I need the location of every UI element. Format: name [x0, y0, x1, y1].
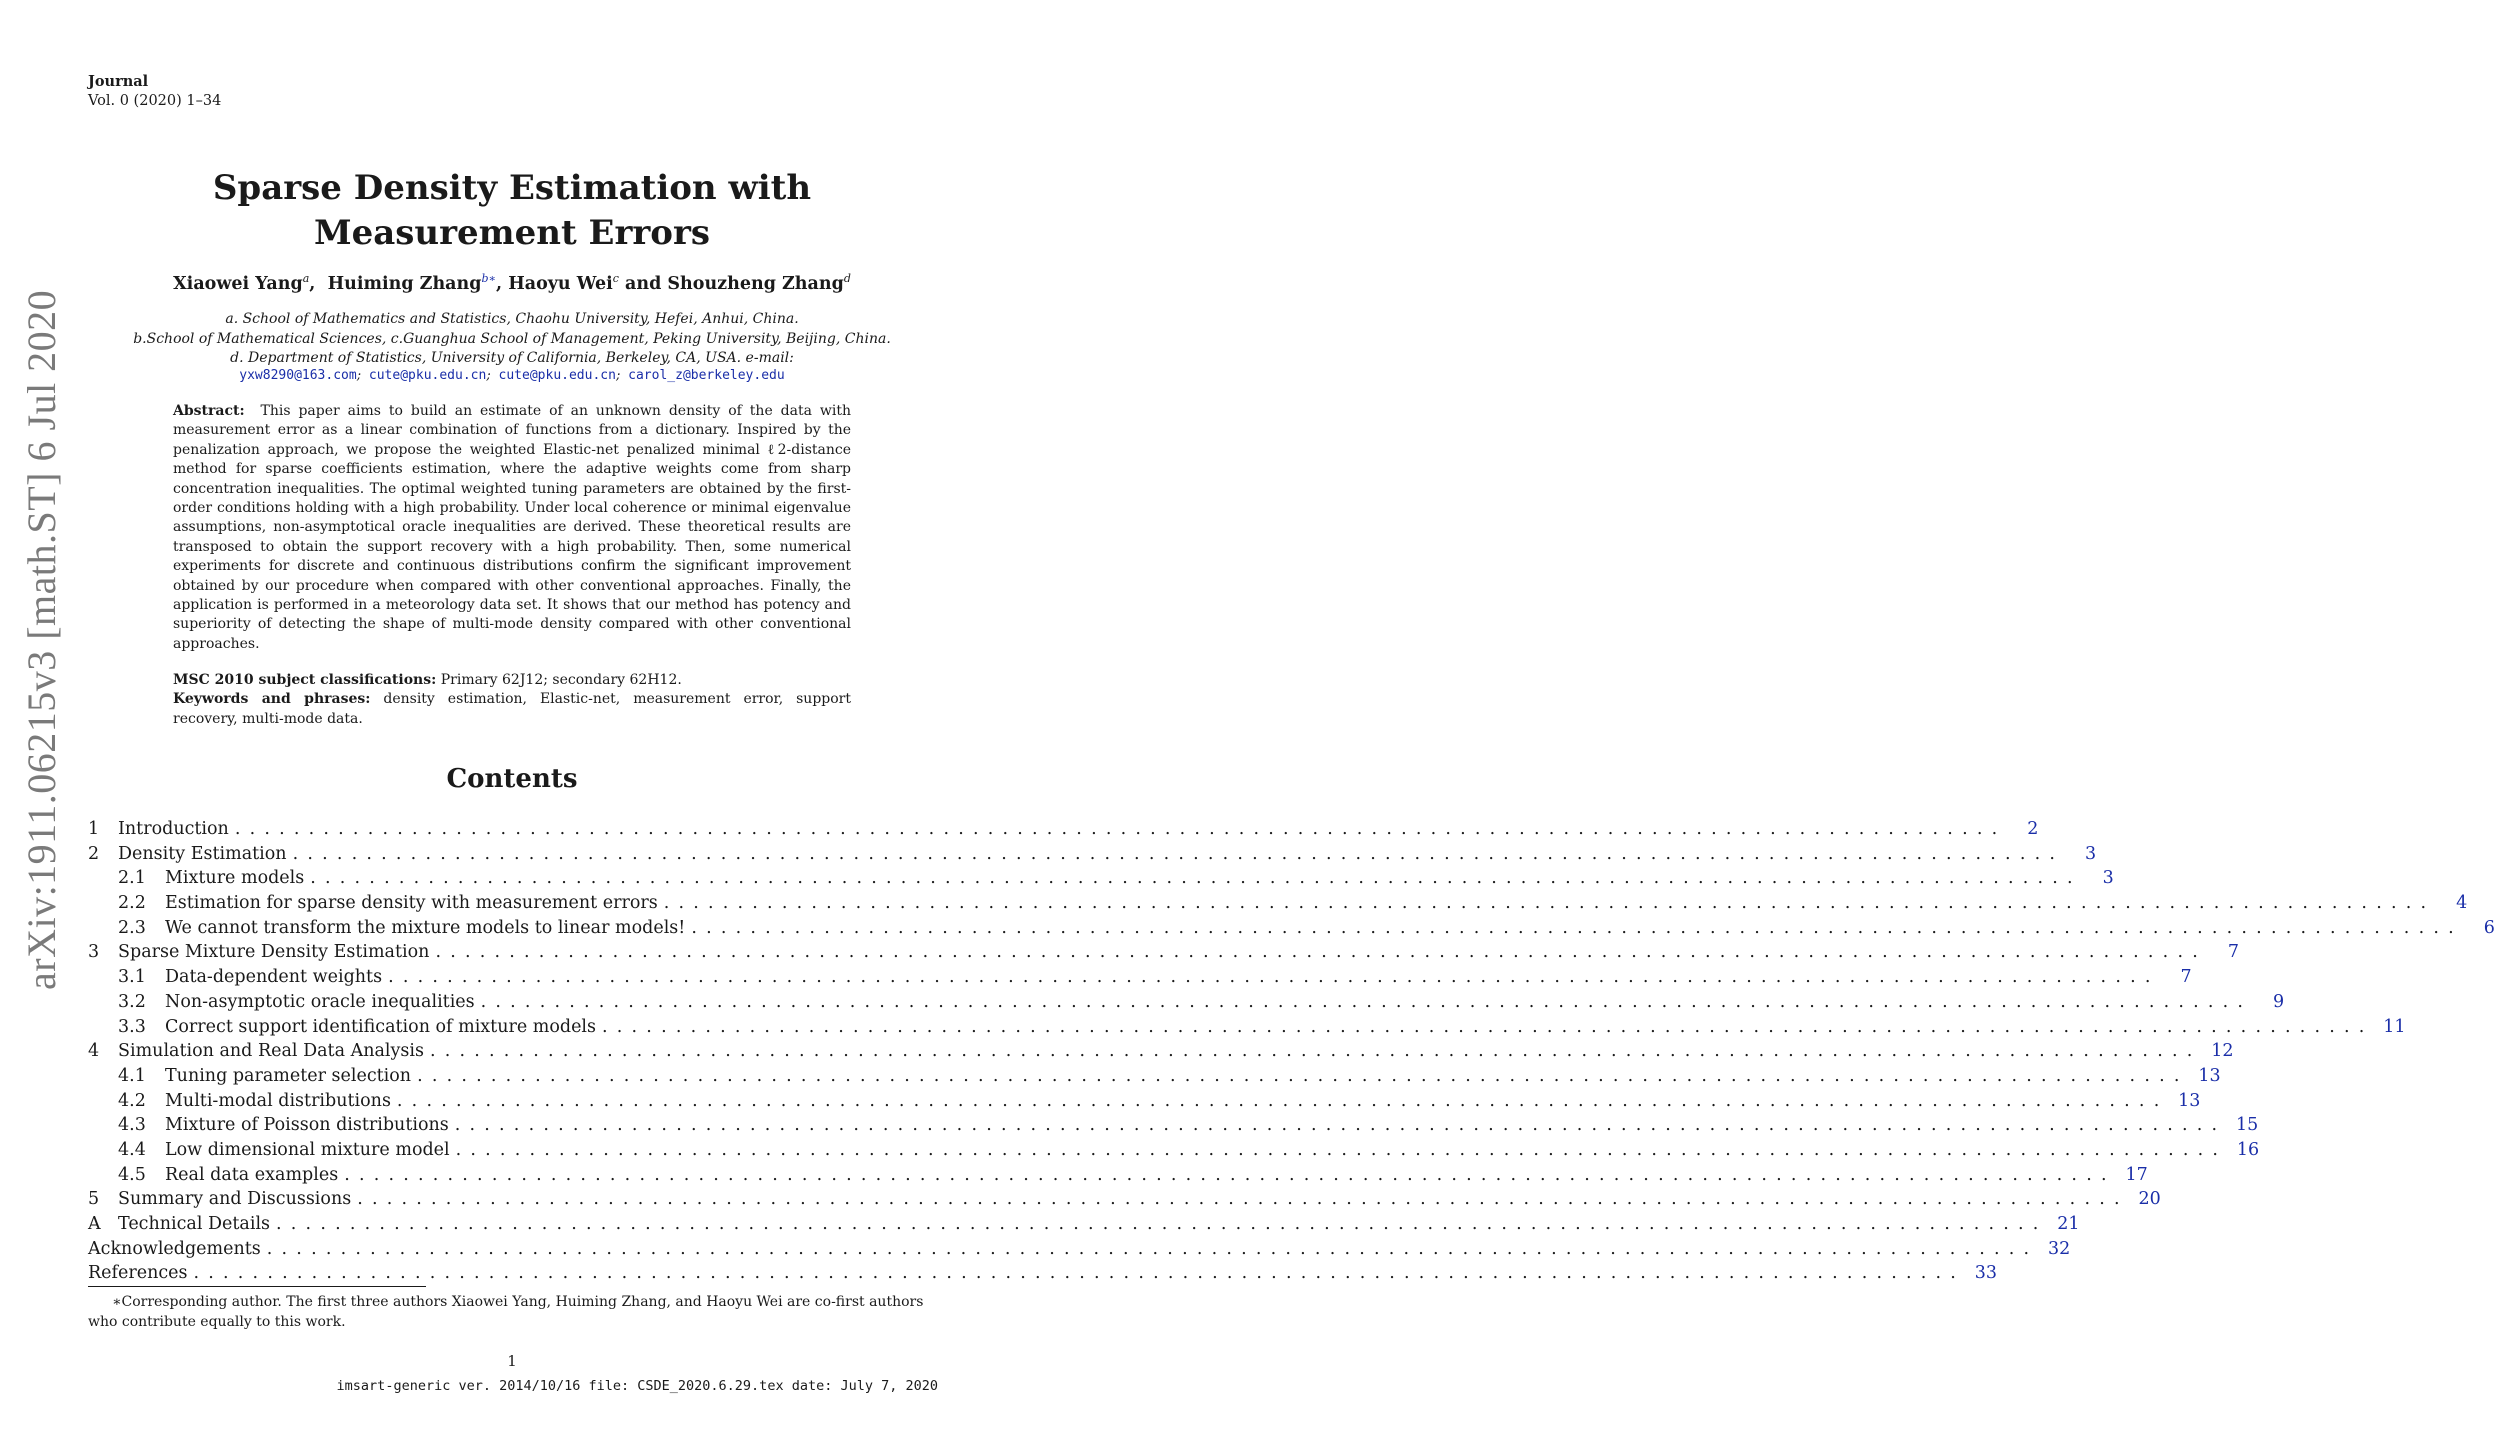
toc-label[interactable]: We cannot transform the mixture models to linear models! — [165, 917, 686, 938]
toc-label[interactable]: Estimation for sparse density with measurement errors — [165, 893, 658, 914]
footnote: ∗Corresponding author. The first three authors Xiaowei Yang, Huiming Zhang, and Haoyu Wei are co-first authors who contribute equally to this work. — [88, 1294, 924, 1330]
toc-page-link[interactable]: 13 — [2178, 1090, 2201, 1111]
toc-entry[interactable] — [88, 1138, 2260, 1163]
journal-header — [88, 72, 221, 111]
toc-leader-dots: ........................................................................................................................ — [276, 1214, 2048, 1234]
toc-entry[interactable] — [88, 1015, 2406, 1040]
toc-page-link[interactable]: 9 — [2273, 991, 2285, 1012]
footnote-rule — [88, 1286, 426, 1287]
toc-leader-dots: ........................................................................................................................ — [396, 1090, 2169, 1111]
toc-number: 3.1 — [118, 967, 146, 988]
toc-entry[interactable] — [88, 940, 2239, 965]
keywords-text: density estimation, Elastic-net, measurement error, support recovery, multi-mode data. — [173, 691, 851, 727]
author-separator: , — [309, 273, 316, 294]
toc-page-link[interactable]: 3 — [2102, 868, 2114, 889]
msc-text: Primary 62J12; secondary 62H12. — [440, 672, 682, 688]
email-link[interactable]: cute@pku.edu.cn — [368, 368, 487, 383]
journal-volume: Vol. 0 (2020) 1–34 — [88, 93, 222, 109]
toc-label[interactable]: Technical Details — [118, 1214, 271, 1234]
keywords-line — [173, 690, 851, 729]
toc-label[interactable]: Summary and Discussions — [118, 1189, 352, 1210]
author-name: Xiaowei Yang — [173, 273, 303, 294]
toc-leader-dots: ........................................................................................................................ — [388, 967, 2160, 988]
toc-number: 4.3 — [118, 1115, 146, 1136]
toc-page-link[interactable]: 12 — [2211, 1041, 2234, 1062]
toc-number: 4.2 — [118, 1090, 146, 1111]
msc-line — [173, 671, 851, 690]
email-link[interactable]: yxw8290@163.com — [239, 368, 357, 383]
toc-page-link[interactable]: 20 — [2138, 1189, 2161, 1210]
author-sup: a — [302, 272, 310, 285]
abstract — [173, 402, 851, 654]
toc-number: 4.5 — [118, 1164, 146, 1185]
toc-number: 1 — [88, 819, 100, 839]
author-sup: d — [843, 272, 851, 285]
author-name: Haoyu Wei — [508, 273, 613, 294]
toc-page-link[interactable]: 4 — [2456, 893, 2468, 914]
toc-leader-dots: ........................................................................................................................ — [234, 819, 2007, 839]
toc-entry[interactable] — [88, 1261, 1998, 1286]
toc-entry[interactable] — [88, 1039, 2234, 1064]
imsart-footer: imsart-generic ver. 2014/10/16 file: CSDE_2020.6.29.tex date: July 7, 2020 — [336, 1378, 938, 1394]
toc-leader-dots: ........................................................................................................................ — [310, 868, 2082, 889]
abstract-label: Abstract: — [173, 403, 245, 419]
affiliation-b: b.School of Mathematical Sciences, c.Guanghua School of Management, Peking University, Beijing, China. — [133, 331, 891, 347]
email-separator: ; — [356, 368, 362, 383]
paper-title: Sparse Density Estimation with Measurement Errors — [212, 168, 812, 253]
toc-entry[interactable] — [88, 1163, 2148, 1188]
toc-leader-dots: ........................................................................................................................ — [454, 1115, 2227, 1136]
toc-label[interactable]: Real data examples — [165, 1164, 339, 1185]
toc-page-link[interactable]: 3 — [2084, 843, 2097, 864]
journal-name: Journal — [88, 73, 149, 90]
toc-number: 5 — [88, 1189, 100, 1210]
toc-page-link[interactable]: 7 — [2180, 967, 2192, 988]
email-link[interactable]: cute@pku.edu.cn — [498, 368, 616, 383]
arxiv-stamp: arXiv:1911.06215v3 [math.ST] 6 Jul 2020 — [19, 289, 64, 990]
toc-label[interactable]: Mixture of Poisson distributions — [165, 1115, 449, 1136]
email-separator: ; — [486, 368, 491, 383]
toc-page-link[interactable]: 6 — [2483, 917, 2495, 938]
toc-entry[interactable] — [88, 842, 2097, 867]
toc-label[interactable]: References — [88, 1263, 188, 1284]
toc-leader-dots: ........................................................................................................................ — [429, 1041, 2202, 1062]
toc-leader-dots: ........................................................................................................................ — [417, 1065, 2189, 1086]
classifications — [173, 671, 851, 729]
author-sup[interactable]: b∗ — [481, 272, 497, 285]
toc-entry[interactable] — [88, 1089, 2201, 1114]
toc-entry[interactable] — [88, 965, 2192, 990]
toc-page-link[interactable]: 15 — [2236, 1115, 2259, 1136]
toc-page-link[interactable]: 17 — [2125, 1164, 2148, 1185]
toc-number: 2.2 — [118, 893, 146, 914]
toc-entry[interactable] — [88, 990, 2285, 1015]
toc-leader-dots: ........................................................................................................................ — [691, 917, 2463, 938]
toc-label[interactable]: Low dimensional mixture model — [165, 1139, 450, 1160]
msc-label: MSC 2010 subject classifications: — [173, 672, 437, 688]
toc-number: 3.3 — [118, 1016, 146, 1037]
toc-entry[interactable] — [88, 1187, 2161, 1212]
email-list — [90, 368, 934, 383]
toc-leader-dots: ........................................................................................................................ — [602, 1016, 2374, 1037]
page-number: 1 — [507, 1352, 517, 1370]
toc-label[interactable]: Sparse Mixture Density Estimation — [118, 942, 430, 963]
toc-entry[interactable] — [88, 817, 2039, 842]
toc-label[interactable]: Acknowledgements — [88, 1238, 261, 1259]
toc-leader-dots: ........................................................................................................................ — [455, 1139, 2228, 1160]
toc-label[interactable]: Introduction — [118, 819, 229, 839]
toc-leader-dots: ........................................................................................................................ — [435, 942, 2207, 963]
toc-number: 2.3 — [118, 917, 146, 938]
author-and: and — [625, 273, 662, 294]
toc-leader-dots: ........................................................................................................................ — [480, 991, 2253, 1012]
toc-label[interactable]: Correct support identification of mixture models — [165, 1016, 597, 1037]
toc-number: 4.1 — [118, 1065, 146, 1086]
toc-leader-dots: ........................................................................................................................ — [193, 1263, 1966, 1284]
toc-label[interactable]: Data-dependent weights — [165, 967, 383, 988]
toc-entry[interactable] — [88, 1212, 2080, 1237]
toc-label[interactable]: Non-asymptotic oracle inequalities — [165, 991, 475, 1012]
toc-label[interactable]: Multi-modal distributions — [165, 1090, 391, 1111]
toc-page-link[interactable]: 2 — [2027, 819, 2039, 839]
toc-page-link[interactable]: 16 — [2236, 1139, 2260, 1160]
toc-label[interactable]: Density Estimation — [118, 843, 287, 864]
toc-leader-dots: ........................................................................................................................ — [344, 1164, 2116, 1185]
toc-entry[interactable] — [88, 1113, 2259, 1138]
toc-number: 4 — [88, 1041, 100, 1062]
toc-page-link[interactable]: 32 — [2048, 1238, 2071, 1259]
toc-number: 2 — [88, 843, 100, 864]
toc-number: 2.1 — [118, 868, 146, 889]
author-separator: , — [496, 273, 503, 294]
contents-heading: Contents — [446, 764, 578, 794]
abstract-text: This paper aims to build an estimate of an unknown density of the data with measurement error as a linear combination of functions from a dictionary. Inspired by the penalization approach, we propose the weighted Elastic-net penalized minimal ℓ2-distance method for sparse coefficients estimation, where the adaptive weights come from sharp concentration inequalities. The optimal weighted tuning parameters are obtained by the first-order conditions holding with a high probability. Under local coherence or minimal eigenvalue assumptions, non-asymptotical oracle inequalities are derived. These theoretical results are transposed to obtain the support recovery with a high probability. Then, some numerical experiments for discrete and continuous distributions confirm the significant improvement obtained by our procedure when compared with other conventional approaches. Finally, the application is performed in a meteorology data set. It shows that our method has potency and superiority of detecting the shape of multi-mode density compared with other conventional approaches. — [173, 403, 851, 652]
email-separator: ; — [615, 368, 621, 383]
toc-number: 3 — [88, 942, 100, 963]
toc-entry[interactable] — [88, 866, 2114, 891]
author-name: Huiming Zhang — [327, 273, 482, 294]
toc-leader-dots: ........................................................................................................................ — [663, 893, 2436, 914]
affiliation-d: d. Department of Statistics, University of California, Berkeley, CA, USA. e-mail: — [230, 350, 794, 366]
toc-entry[interactable] — [88, 916, 2495, 941]
toc-number: 3.2 — [118, 991, 146, 1012]
keywords-label: Keywords and phrases: — [173, 691, 371, 708]
author-name: Shouzheng Zhang — [667, 273, 844, 294]
toc-number: A — [88, 1214, 101, 1234]
table-of-contents — [88, 817, 2495, 1286]
author-sup: c — [612, 272, 619, 285]
toc-entry[interactable] — [88, 891, 2468, 916]
toc-entry[interactable] — [88, 1064, 2221, 1089]
toc-label[interactable]: Mixture models — [165, 868, 305, 889]
toc-leader-dots: ........................................................................................................................ — [357, 1189, 2129, 1210]
toc-page-link[interactable]: 21 — [2057, 1214, 2080, 1234]
toc-label[interactable]: Tuning parameter selection — [165, 1065, 412, 1086]
toc-page-link[interactable]: 33 — [1974, 1263, 1998, 1284]
author-list — [90, 272, 934, 294]
toc-entry[interactable] — [88, 1237, 2071, 1262]
toc-page-link[interactable]: 13 — [2198, 1065, 2221, 1086]
toc-leader-dots: ........................................................................................................................ — [292, 843, 2065, 864]
toc-leader-dots: ........................................................................................................................ — [266, 1238, 2039, 1259]
toc-label[interactable]: Simulation and Real Data Analysis — [118, 1041, 424, 1062]
toc-page-link[interactable]: 7 — [2227, 942, 2239, 963]
toc-number: 4.4 — [118, 1139, 146, 1160]
affiliation-a: a. School of Mathematics and Statistics, Chaohu University, Hefei, Anhui, China. — [225, 311, 799, 327]
email-link[interactable]: carol_z@berkeley.edu — [628, 368, 785, 383]
toc-page-link[interactable]: 11 — [2383, 1016, 2406, 1037]
